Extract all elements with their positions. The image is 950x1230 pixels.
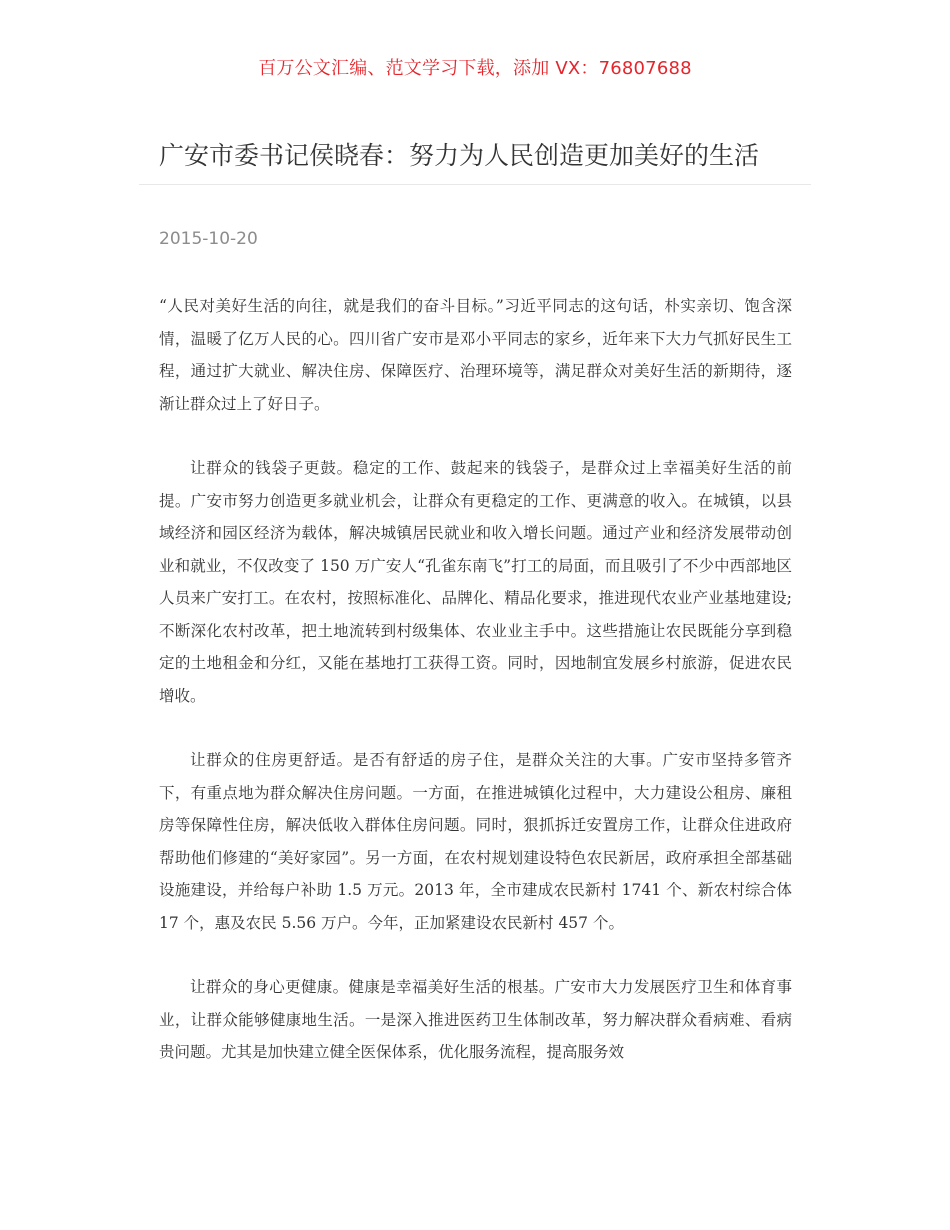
paragraph-income: 让群众的钱袋子更鼓。稳定的工作、鼓起来的钱袋子，是群众过上幸福美好生活的前提。广安市努力创造更多就业机会，让群众有更稳定的工作、更满意的收入。在城镇，以县域经济和园区经济为载体，解决城镇居民就业和收入增长问题。通过产业和经济发展带动创业和就业，不仅改变了 150 万广安人“孔雀东南飞”打工的局面，而且吸引了不少中西部地区人员来广安打工。在农村，按照标准化、品牌化、精品化要求，推进现代农业产业基地建设;不断深化农村改革，把土地流转到村级集体、农业业主手中。这些措施让农民既能分享到稳定的土地租金和分红，又能在基地打工获得工资。同时，因地制宜发展乡村旅游，促进农民增收。 [159,459,792,705]
paragraph-intro: “人民对美好生活的向往，就是我们的奋斗目标。”习近平同志的这句话，朴实亲切、饱含深情，温暖了亿万人民的心。四川省广安市是邓小平同志的家乡，近年来下大力气抓好民生工程，通过扩大就业、解决住房、保障医疗、治理环境等，满足群众对美好生活的新期待，逐渐让群众过上了好日子。 [159,297,792,413]
header-banner: 百万公文汇编、范文学习下载，添加 VX：76807688 [258,58,692,79]
paragraph-housing: 让群众的住房更舒适。是否有舒适的房子住，是群众关注的大事。广安市坚持多管齐下，有重点地为群众解决住房问题。一方面，在推进城镇化过程中，大力建设公租房、廉租房等保障性住房，解决低收入群体住房问题。同时，狠抓拆迁安置房工作，让群众住进政府帮助他们修建的“美好家园”。另一方面，在农村规划建设特色农民新居，政府承担全部基础设施建设，并给每户补助 1.5 万元。2013 年，全市建成农民新村 1741 个、新农村综合体 17 个，惠及农民 5.56 万户。今年，正加紧建设农民新村 457 个。 [159,751,792,932]
article-body [159,290,792,1101]
title-divider [139,184,811,185]
article-title: 广安市委书记侯晓春：努力为人民创造更加美好的生活 [159,141,760,170]
paragraph-health: 让群众的身心更健康。健康是幸福美好生活的根基。广安市大力发展医疗卫生和体育事业，让群众能够健康地生活。一是深入推进医药卫生体制改革，努力解决群众看病难、看病贵问题。尤其是加快建立健全医保体系，优化服务流程，提高服务效 [159,978,792,1061]
article-date: 2015-10-20 [159,229,258,249]
